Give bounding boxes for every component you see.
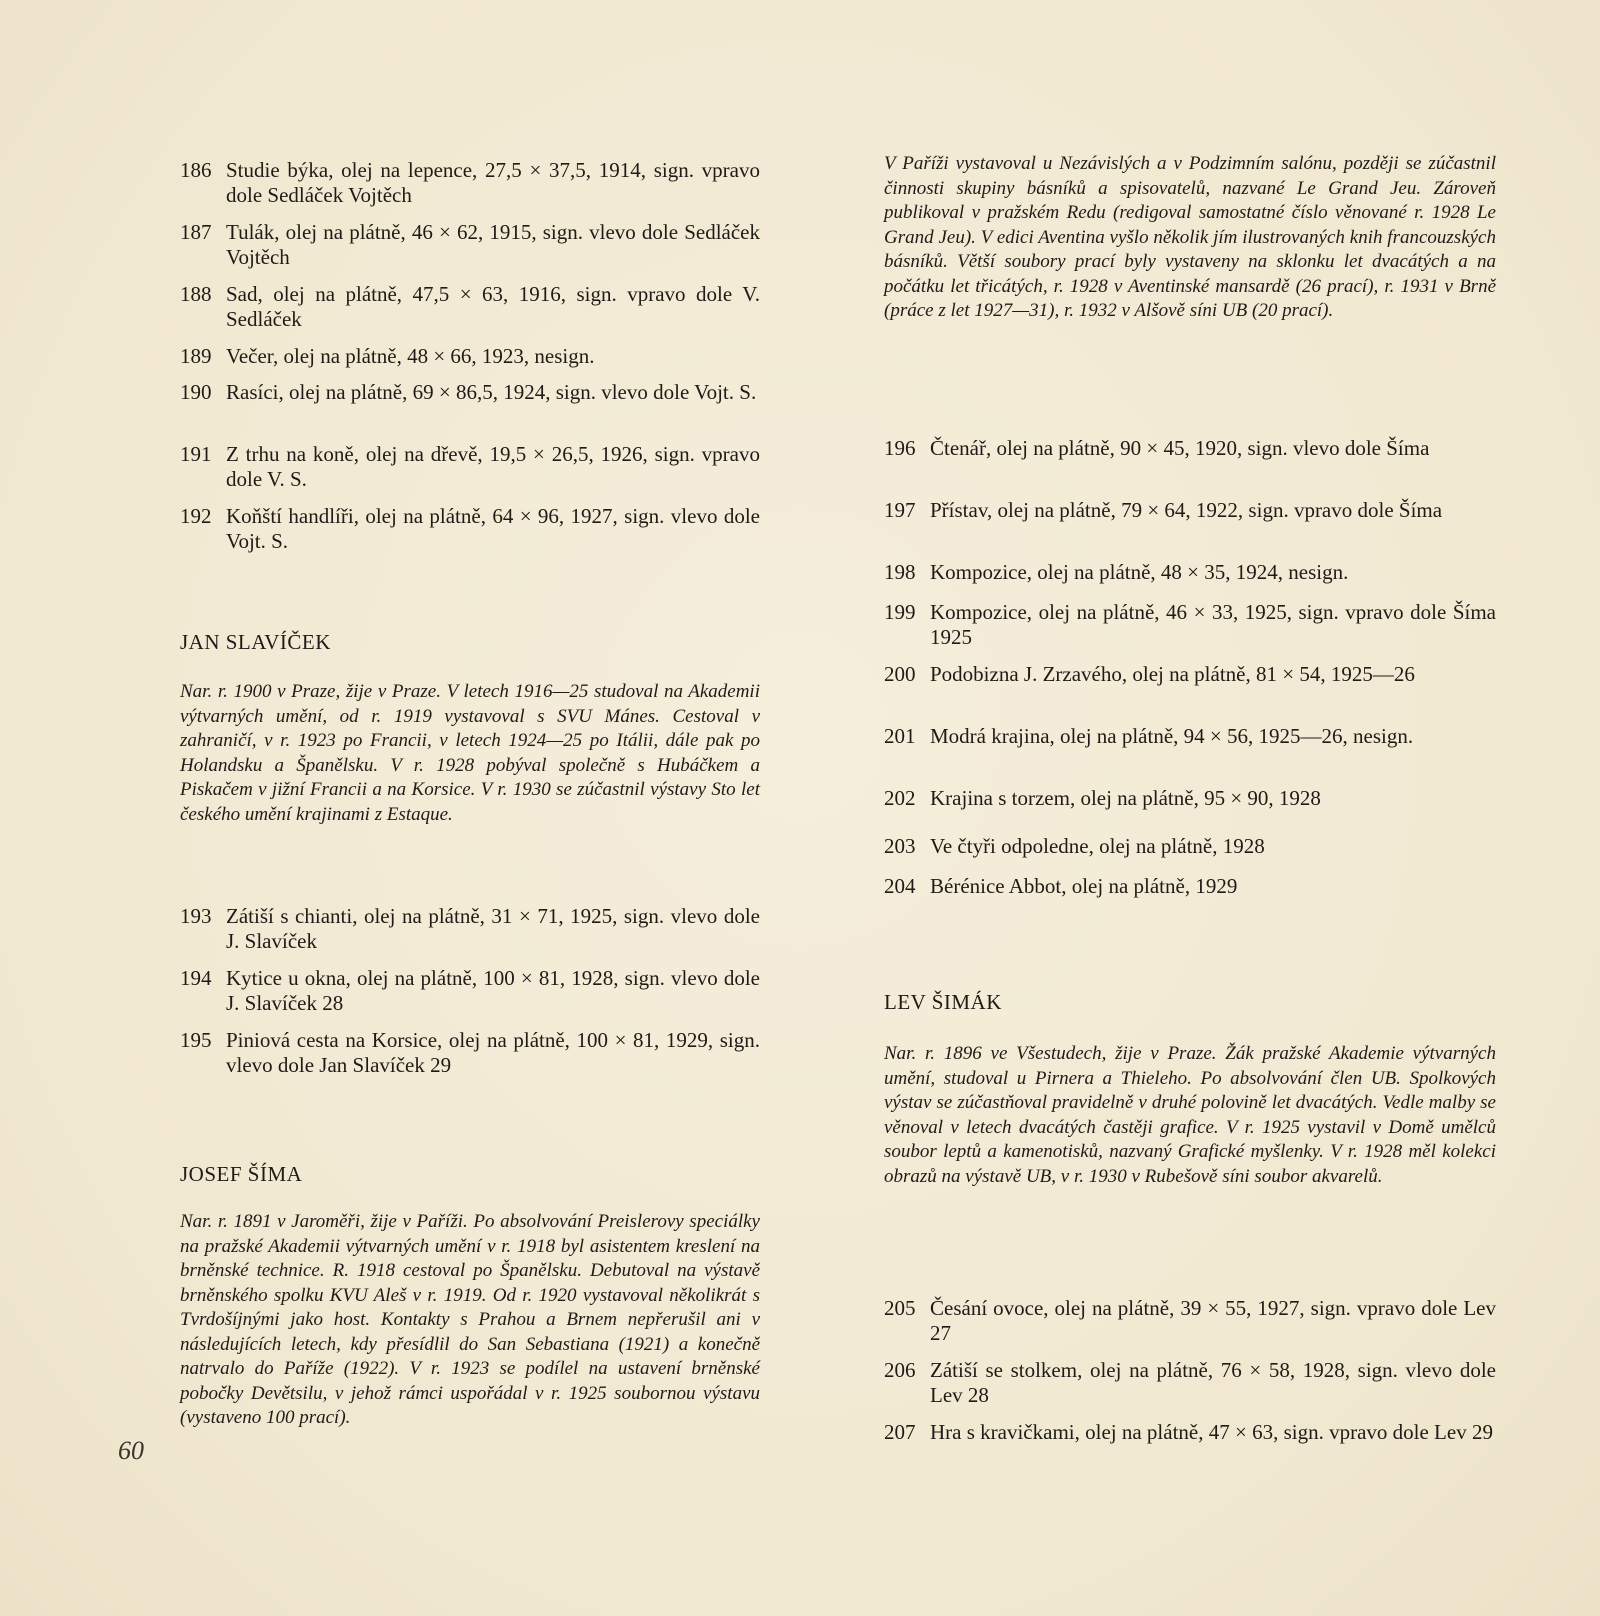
entry-text: Modrá krajina, olej na plátně, 94 × 56, 1925—26, nesign. [930, 724, 1414, 748]
entry-number: 197 [884, 498, 916, 522]
artist-heading: JOSEF ŠÍMA [180, 1162, 303, 1186]
catalog-entry [884, 1296, 1496, 1346]
catalog-entry [884, 560, 1496, 585]
entry-number: 192 [180, 504, 212, 528]
artist-heading: LEV ŠIMÁK [884, 990, 1002, 1014]
entry-number: 203 [884, 834, 916, 858]
entry-text: Kytice u okna, olej na plátně, 100 × 81, 1928, sign. vlevo dole J. Slavíček 28 [226, 966, 760, 1015]
catalog-entry [180, 220, 760, 270]
catalog-entry [884, 436, 1496, 461]
entry-text: Z trhu na koně, olej na dřevě, 19,5 × 26,5, 1926, sign. vpravo dole V. S. [226, 442, 760, 491]
entry-number: 207 [884, 1420, 916, 1444]
catalog-entry [884, 498, 1496, 523]
entry-number: 194 [180, 966, 212, 990]
catalog-entry [180, 1028, 760, 1078]
entry-number: 189 [180, 344, 212, 368]
entry-number: 196 [884, 436, 916, 460]
entry-text: Studie býka, olej na lepence, 27,5 × 37,5, 1914, sign. vpravo dole Sedláček Vojtěch [226, 158, 760, 207]
entry-number: 198 [884, 560, 916, 584]
catalog-entry [884, 724, 1496, 749]
catalog-entry [884, 600, 1496, 650]
entry-number: 190 [180, 380, 212, 404]
catalog-entry [884, 874, 1496, 899]
entry-number: 187 [180, 220, 212, 244]
artist-bio: Nar. r. 1896 ve Všestudech, žije v Praze. Žák pražské Akademie výtvarných umění, studoval u Pirnera a Thieleho. Po absolvování člen UB. Spolkových výstav se zúčastňoval pravidelně v druhé polovině let dvacátých. Vedle malby se věnoval v letech dvacátých častěji grafice. V r. 1925 vystavil v Domě umělců soubor leptů a kamenotisků, nazvaný Grafické myšlenky. V r. 1928 měl kolekci obrazů na výstavě UB, v r. 1930 v Rubešově síni soubor akvarelů. [884, 1043, 1496, 1187]
entry-text: Česání ovoce, olej na plátně, 39 × 55, 1927, sign. vpravo dole Lev 27 [930, 1296, 1496, 1345]
entry-number: 204 [884, 874, 916, 898]
entry-number: 202 [884, 786, 916, 810]
entry-number: 193 [180, 904, 212, 928]
catalog-entry [180, 442, 760, 492]
entry-text: Zátiší se stolkem, olej na plátně, 76 × 58, 1928, sign. vlevo dole Lev 28 [930, 1358, 1496, 1407]
entry-number: 206 [884, 1358, 916, 1382]
catalog-entry [884, 1358, 1496, 1408]
entry-number: 200 [884, 662, 916, 686]
catalog-entry [884, 1420, 1496, 1445]
entry-text: Sad, olej na plátně, 47,5 × 63, 1916, sign. vpravo dole V. Sedláček [226, 282, 760, 331]
entry-text: Tulák, olej na plátně, 46 × 62, 1915, sign. vlevo dole Sedláček Vojtěch [226, 220, 760, 269]
entry-number: 199 [884, 600, 916, 624]
catalog-entry [884, 662, 1496, 687]
entry-text: Piniová cesta na Korsice, olej na plátně, 100 × 81, 1929, sign. vlevo dole Jan Slavíček 29 [226, 1028, 760, 1077]
entry-number: 186 [180, 158, 212, 182]
entry-text: Přístav, olej na plátně, 79 × 64, 1922, sign. vpravo dole Šíma [930, 498, 1443, 522]
catalog-entry [180, 158, 760, 208]
artist-heading: JAN SLAVÍČEK [180, 630, 331, 654]
entry-number: 191 [180, 442, 212, 466]
catalog-entry [180, 966, 760, 1016]
entry-number: 195 [180, 1028, 212, 1052]
entry-text: Kompozice, olej na plátně, 46 × 33, 1925, sign. vpravo dole Šíma 1925 [930, 600, 1496, 649]
page-number: 60 [118, 1436, 144, 1465]
entry-text: Krajina s torzem, olej na plátně, 95 × 90, 1928 [930, 786, 1321, 810]
entry-text: Kompozice, olej na plátně, 48 × 35, 1924, nesign. [930, 560, 1349, 584]
entry-number: 201 [884, 724, 916, 748]
entry-number: 205 [884, 1296, 916, 1320]
artist-bio-continued: V Paříži vystavoval u Nezávislých a v Podzimním salónu, později se zúčastnil činnosti skupiny básníků a spisovatelů, nazvané Le Grand Jeu. Zároveň publikoval v pražském Redu (redigoval samostatné číslo věnované r. 1928 Le Grand Jeu). V edici Aventina vyšlo několik jím ilustrovaných knih francouzských básníků. Větší soubory prací byly vystaveny na sklonku let dvacátých a na počátku let třicátých, r. 1928 v Aventinské mansardě (26 prací), r. 1931 v Brně (práce z let 1927—31), r. 1932 v Alšově síni UB (20 prací). [884, 153, 1496, 321]
catalog-entry [180, 904, 760, 954]
catalog-entry [180, 380, 760, 405]
catalog-entry [180, 282, 760, 332]
entry-text: Podobizna J. Zrzavého, olej na plátně, 81 × 54, 1925—26 [930, 662, 1415, 686]
catalog-entry [884, 834, 1496, 859]
entry-text: Koňští handlíři, olej na plátně, 64 × 96, 1927, sign. vlevo dole Vojt. S. [226, 504, 760, 553]
catalog-entry [180, 504, 760, 554]
entry-text: Večer, olej na plátně, 48 × 66, 1923, nesign. [226, 344, 595, 368]
entry-text: Čtenář, olej na plátně, 90 × 45, 1920, sign. vlevo dole Šíma [930, 436, 1430, 460]
artist-bio: Nar. r. 1891 v Jaroměři, žije v Paříži. Po absolvování Preislerovy speciálky na pražské Akademii výtvarných umění v r. 1918 byl asistentem kreslení na brněnské technice. R. 1918 cestoval po Španělsku. Debutoval na výstavě brněnského spolku KVU Aleš v r. 1919. Od r. 1920 vystavoval několikrát s Tvrdošíjnými jako host. Kontakty s Prahou a Brnem nepřerušil ani v následujících letech, kdy přesídlil do San Sebastiana (1921) a konečně natrvalo do Paříže (1922). V r. 1923 se podílel na ustavení brněnské pobočky Devětsilu, v jehož rámci uspořádal v r. 1925 soubornou výstavu (vystaveno 100 prací). [180, 1211, 760, 1428]
entry-text: Rasíci, olej na plátně, 69 × 86,5, 1924, sign. vlevo dole Vojt. S. [226, 380, 757, 404]
catalog-entry [884, 786, 1496, 811]
entry-number: 188 [180, 282, 212, 306]
entry-text: Ve čtyři odpoledne, olej na plátně, 1928 [930, 834, 1265, 858]
entry-text: Bérénice Abbot, olej na plátně, 1929 [930, 874, 1238, 898]
artist-bio: Nar. r. 1900 v Praze, žije v Praze. V letech 1916—25 studoval na Akademii výtvarných umění, od r. 1919 vystavoval s SVU Mánes. Cestoval v zahraničí, v r. 1923 po Francii, v letech 1924—25 po Itálii, dále pak po Holandsku a Španělsku. V r. 1928 pobýval společně s Hubáčkem a Piskačem v jižní Francii a na Korsice. V r. 1930 se zúčastnil výstavy Sto let českého umění krajinami z Estaque. [180, 681, 760, 825]
entry-text: Hra s kravičkami, olej na plátně, 47 × 63, sign. vpravo dole Lev 29 [930, 1420, 1493, 1444]
entry-text: Zátiší s chianti, olej na plátně, 31 × 71, 1925, sign. vlevo dole J. Slavíček [226, 904, 760, 953]
catalog-entry [180, 344, 760, 369]
